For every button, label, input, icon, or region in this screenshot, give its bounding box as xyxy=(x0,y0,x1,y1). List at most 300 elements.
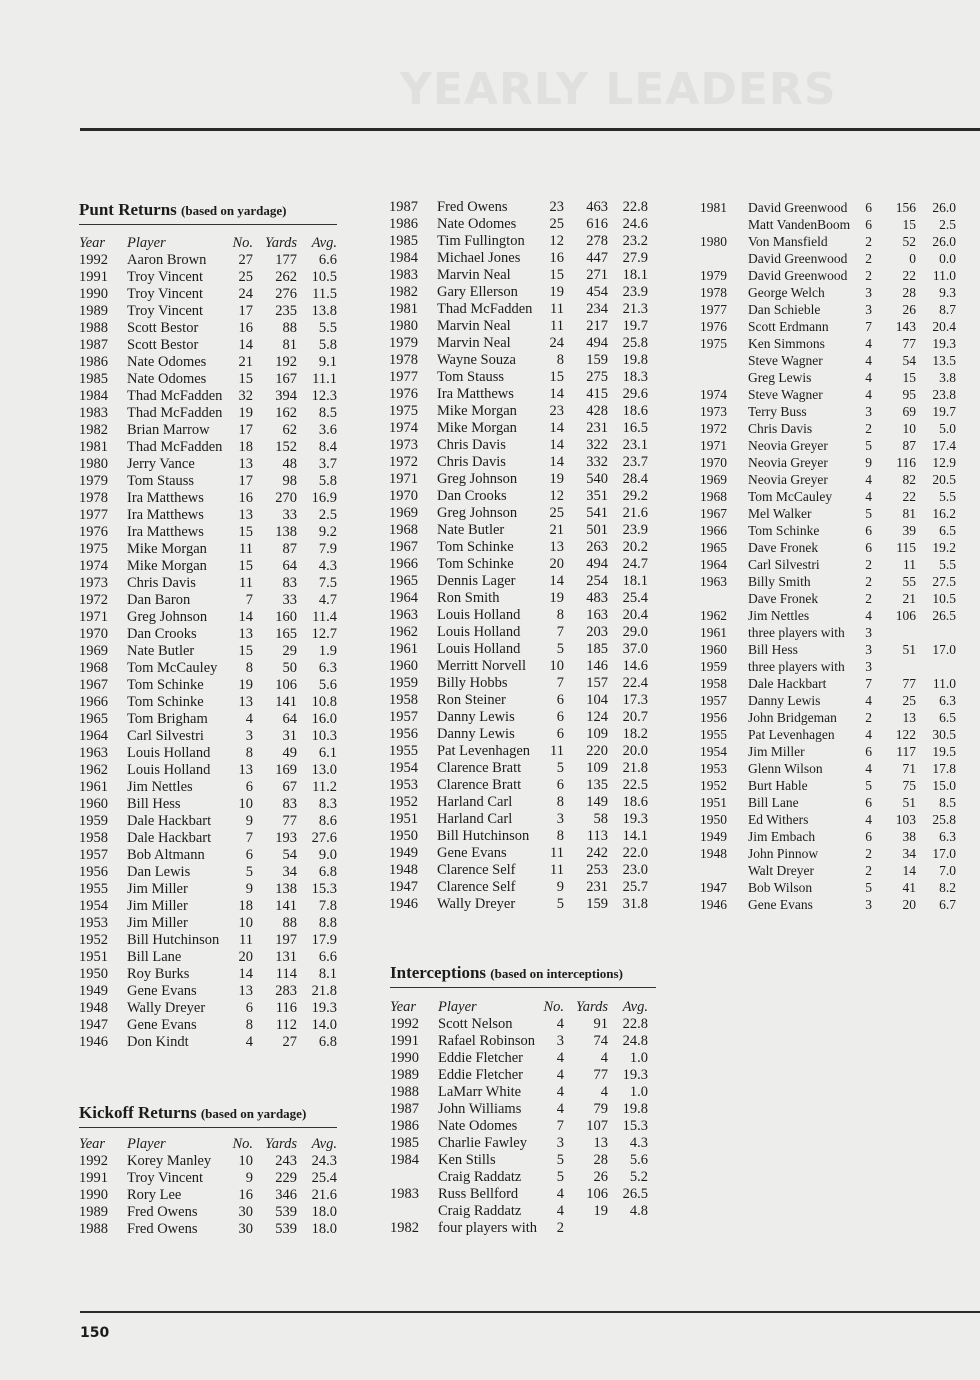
cell-player: Korey Manley xyxy=(127,1153,212,1169)
cell-player: Ed Withers xyxy=(748,812,809,827)
table-row xyxy=(700,777,956,794)
cell-no: 3 xyxy=(865,625,872,640)
cell-avg: 9.2 xyxy=(318,524,337,540)
cell-year: 1956 xyxy=(79,864,108,880)
table-row xyxy=(79,643,337,660)
cell-no: 25 xyxy=(238,269,253,285)
cell-player: John Pinnow xyxy=(748,846,819,861)
cell-year: 1980 xyxy=(79,456,108,472)
table-row xyxy=(389,284,648,301)
cell-no: 11 xyxy=(550,301,564,317)
cell-yards: 220 xyxy=(586,743,608,759)
cell-year: 1947 xyxy=(79,1017,108,1033)
cell-player: Mike Morgan xyxy=(437,420,517,436)
cell-player: John Bridgeman xyxy=(748,710,837,725)
cell-avg: 11.5 xyxy=(312,286,337,302)
cell-year: 1965 xyxy=(700,540,727,555)
cell-player: Fred Owens xyxy=(437,199,508,215)
cell-year: 1977 xyxy=(79,507,108,523)
cell-no: 6 xyxy=(865,540,872,555)
table-row xyxy=(389,777,648,794)
cell-year: 1946 xyxy=(79,1034,108,1050)
cell-no: 4 xyxy=(865,387,872,402)
cell-no: 6 xyxy=(865,217,872,232)
section-subtitle: (based on interceptions) xyxy=(490,966,623,981)
cell-avg: 9.1 xyxy=(318,354,337,370)
table-row xyxy=(79,966,337,983)
cell-year: 1988 xyxy=(79,320,108,336)
table-row xyxy=(389,692,648,709)
cell-player: Dan Crooks xyxy=(127,626,197,642)
cell-yards: 75 xyxy=(902,778,916,793)
cell-year: 1992 xyxy=(390,1016,419,1032)
cell-yards: 4 xyxy=(600,1084,608,1100)
cell-player: Louis Holland xyxy=(437,624,521,640)
cell-avg: 25.8 xyxy=(622,335,648,351)
cell-yards: 22 xyxy=(902,489,916,504)
cell-avg: 23.7 xyxy=(622,454,648,470)
cell-no: 24 xyxy=(238,286,253,302)
table-row xyxy=(79,422,337,439)
cell-yards: 106 xyxy=(275,677,297,693)
cell-player: Harland Carl xyxy=(437,794,513,810)
table-row xyxy=(79,847,337,864)
cell-player: Greg Johnson xyxy=(127,609,208,625)
cell-yards: 50 xyxy=(282,660,297,676)
table-row xyxy=(700,318,956,335)
cell-no: 13 xyxy=(238,983,253,999)
table-row xyxy=(700,352,956,369)
cell-yards: 197 xyxy=(275,932,297,948)
cell-yards: 81 xyxy=(282,337,297,353)
table-row xyxy=(700,590,956,607)
cell-no: 4 xyxy=(865,472,872,487)
table-row xyxy=(79,915,337,932)
cell-player: Craig Raddatz xyxy=(438,1169,522,1185)
section-subtitle: (based on yardage) xyxy=(181,203,287,218)
table-row xyxy=(389,420,648,437)
cell-yards: 106 xyxy=(586,1186,608,1202)
cell-year: 1951 xyxy=(79,949,108,965)
cell-yards: 494 xyxy=(586,335,608,351)
cell-no: 6 xyxy=(865,744,872,759)
cell-year: 1976 xyxy=(700,319,727,334)
cell-year: 1982 xyxy=(389,284,418,300)
cell-player: Fred Owens xyxy=(127,1204,198,1220)
cell-player: Marvin Neal xyxy=(437,267,511,283)
cell-no: 16 xyxy=(549,250,564,266)
cell-avg: 16.0 xyxy=(311,711,337,727)
cell-yards: 231 xyxy=(586,420,608,436)
cell-player: Louis Holland xyxy=(437,641,521,657)
cell-player: David Greenwood xyxy=(748,200,848,215)
cell-yards: 229 xyxy=(275,1170,297,1186)
cell-year: 1978 xyxy=(79,490,108,506)
cell-yards: 242 xyxy=(586,845,608,861)
cell-yards: 332 xyxy=(586,454,608,470)
cell-no: 5 xyxy=(865,778,872,793)
cell-yards: 13 xyxy=(902,710,916,725)
cell-player: Eddie Fletcher xyxy=(438,1050,523,1066)
cell-avg: 20.2 xyxy=(622,539,648,555)
cell-no: 2 xyxy=(865,710,872,725)
cell-player: Thad McFadden xyxy=(127,388,223,404)
cell-avg: 12.3 xyxy=(311,388,337,404)
cell-avg: 5.8 xyxy=(318,337,337,353)
cell-avg: 31.8 xyxy=(622,896,648,912)
cell-year: 1963 xyxy=(79,745,108,761)
cell-yards: 29 xyxy=(282,643,297,659)
cell-no: 6 xyxy=(556,709,564,725)
table-row xyxy=(389,573,648,590)
cell-yards: 275 xyxy=(586,369,608,385)
table-row xyxy=(700,488,956,505)
cell-yards: 83 xyxy=(282,575,297,591)
cell-avg: 26.0 xyxy=(932,234,956,249)
cell-yards: 10 xyxy=(902,421,916,436)
header-year: Year xyxy=(79,235,106,251)
cell-player: Nate Odomes xyxy=(437,216,517,232)
cell-year: 1964 xyxy=(79,728,108,744)
cell-year: 1953 xyxy=(389,777,418,793)
cell-avg: 23.0 xyxy=(622,862,648,878)
cell-player: Russ Bellford xyxy=(438,1186,519,1202)
cell-avg: 25.7 xyxy=(622,879,648,895)
table-row xyxy=(79,354,337,371)
cell-no: 11 xyxy=(550,845,564,861)
cell-player: Troy Vincent xyxy=(127,269,204,285)
table-row xyxy=(79,558,337,575)
cell-player: Clarence Self xyxy=(437,862,516,878)
cell-yards: 116 xyxy=(275,1000,297,1016)
cell-year: 1956 xyxy=(389,726,418,742)
cell-yards: 11 xyxy=(903,557,916,572)
kickoff-returns-continued xyxy=(389,199,648,913)
cell-yards: 192 xyxy=(275,354,297,370)
cell-avg: 17.3 xyxy=(622,692,648,708)
table-row xyxy=(700,879,956,896)
cell-player: Dale Hackbart xyxy=(748,676,827,691)
cell-avg: 11.0 xyxy=(932,676,956,691)
table-row xyxy=(700,641,956,658)
cell-no: 21 xyxy=(549,522,564,538)
section-title-text: Interceptions xyxy=(390,963,487,982)
cell-player: Nate Odomes xyxy=(127,354,207,370)
cell-yards: 135 xyxy=(586,777,608,793)
cell-year: 1968 xyxy=(79,660,108,676)
cell-yards: 159 xyxy=(586,352,608,368)
cell-no: 2 xyxy=(865,251,872,266)
cell-no: 2 xyxy=(556,1220,564,1236)
table-row xyxy=(389,335,648,352)
cell-player: Rory Lee xyxy=(127,1187,182,1203)
cell-year: 1978 xyxy=(389,352,418,368)
cell-avg: 8.3 xyxy=(318,796,337,812)
cell-avg: 23.1 xyxy=(622,437,648,453)
cell-avg: 18.3 xyxy=(622,369,648,385)
cell-avg: 16.2 xyxy=(932,506,956,521)
cell-no: 18 xyxy=(238,439,253,455)
table-row xyxy=(79,303,337,320)
cell-player: Jim Miller xyxy=(127,915,188,931)
cell-avg: 5.2 xyxy=(629,1169,648,1185)
cell-no: 15 xyxy=(238,371,253,387)
table-row xyxy=(79,490,337,507)
cell-avg: 15.0 xyxy=(932,778,956,793)
cell-year: 1957 xyxy=(79,847,108,863)
cell-player: Ira Matthews xyxy=(127,490,204,506)
cell-no: 20 xyxy=(549,556,564,572)
cell-year: 1991 xyxy=(79,269,108,285)
cell-year: 1957 xyxy=(700,693,727,708)
cell-year: 1969 xyxy=(79,643,108,659)
cell-player: Aaron Brown xyxy=(127,252,207,268)
cell-year: 1962 xyxy=(700,608,727,623)
table-row xyxy=(389,590,648,607)
table-row xyxy=(390,1067,648,1084)
cell-year: 1983 xyxy=(79,405,108,421)
table-header xyxy=(79,235,337,252)
table-row xyxy=(390,1084,648,1101)
cell-player: David Greenwood xyxy=(748,251,848,266)
cell-yards: 21 xyxy=(902,591,916,606)
cell-yards: 203 xyxy=(586,624,608,640)
cell-yards: 4 xyxy=(600,1050,608,1066)
cell-avg: 4.3 xyxy=(318,558,337,574)
cell-no: 12 xyxy=(549,488,564,504)
cell-year: 1975 xyxy=(389,403,418,419)
cell-yards: 276 xyxy=(275,286,297,302)
cell-yards: 253 xyxy=(586,862,608,878)
cell-yards: 122 xyxy=(895,727,916,742)
cell-player: Steve Wagner xyxy=(748,387,823,402)
cell-year: 1974 xyxy=(389,420,418,436)
cell-year: 1949 xyxy=(79,983,108,999)
cell-yards: 49 xyxy=(282,745,297,761)
cell-yards: 177 xyxy=(275,252,297,268)
table-row xyxy=(700,658,956,675)
cell-no: 5 xyxy=(556,1152,564,1168)
cell-no: 11 xyxy=(550,743,564,759)
cell-avg: 19.3 xyxy=(932,336,956,351)
table-row xyxy=(79,830,337,847)
table-row xyxy=(79,1187,337,1204)
cell-no: 23 xyxy=(549,199,564,215)
cell-player: Burt Hable xyxy=(748,778,808,793)
cell-yards: 346 xyxy=(275,1187,297,1203)
cell-yards: 14 xyxy=(902,863,916,878)
cell-player: Walt Dreyer xyxy=(748,863,815,878)
cell-no: 20 xyxy=(238,949,253,965)
table-row xyxy=(389,386,648,403)
header-player: Player xyxy=(127,235,166,251)
cell-no: 10 xyxy=(549,658,564,674)
table-row xyxy=(79,592,337,609)
cell-year: 1986 xyxy=(79,354,108,370)
table-row xyxy=(79,745,337,762)
cell-no: 14 xyxy=(549,420,564,436)
cell-no: 8 xyxy=(245,1017,253,1033)
table-row xyxy=(79,1204,337,1221)
cell-player: Bill Lane xyxy=(748,795,799,810)
table-row xyxy=(389,369,648,386)
table-row xyxy=(79,1153,337,1170)
cell-no: 25 xyxy=(549,216,564,232)
table-row xyxy=(389,471,648,488)
cell-player: Billy Smith xyxy=(748,574,811,589)
table-row xyxy=(389,726,648,743)
cell-year: 1961 xyxy=(389,641,418,657)
cell-year: 1955 xyxy=(389,743,418,759)
cell-yards: 262 xyxy=(275,269,297,285)
table-row xyxy=(389,488,648,505)
cell-yards: 278 xyxy=(586,233,608,249)
cell-avg: 8.1 xyxy=(318,966,337,982)
cell-no: 30 xyxy=(238,1221,253,1237)
cell-player: Marvin Neal xyxy=(437,318,511,334)
table-row xyxy=(79,626,337,643)
cell-avg: 18.2 xyxy=(622,726,648,742)
cell-player: Mike Morgan xyxy=(437,403,517,419)
cell-avg: 26.0 xyxy=(932,200,956,215)
cell-avg: 6.3 xyxy=(939,829,956,844)
cell-year: 1970 xyxy=(700,455,727,470)
cell-no: 5 xyxy=(556,760,564,776)
cell-year: 1974 xyxy=(79,558,108,574)
cell-avg: 18.1 xyxy=(622,573,648,589)
cell-no: 17 xyxy=(238,422,253,438)
cell-no: 2 xyxy=(865,863,872,878)
cell-year: 1974 xyxy=(700,387,727,402)
cell-player: Louis Holland xyxy=(127,745,211,761)
table-row xyxy=(700,743,956,760)
cell-no: 3 xyxy=(865,642,872,657)
cell-player: Gene Evans xyxy=(127,983,197,999)
cell-yards: 28 xyxy=(902,285,916,300)
table-row xyxy=(700,607,956,624)
table-row xyxy=(79,456,337,473)
cell-avg: 18.6 xyxy=(622,794,648,810)
cell-yards: 270 xyxy=(275,490,297,506)
table-row xyxy=(79,711,337,728)
cell-player: Tim Fullington xyxy=(437,233,525,249)
cell-year: 1964 xyxy=(389,590,418,606)
cell-year: 1985 xyxy=(389,233,418,249)
cell-player: Dale Hackbart xyxy=(127,813,212,829)
cell-avg: 18.6 xyxy=(622,403,648,419)
cell-no: 6 xyxy=(556,777,564,793)
kickoff-returns-continued-table xyxy=(389,199,648,913)
cell-yards: 71 xyxy=(902,761,916,776)
cell-year: 1981 xyxy=(389,301,418,317)
cell-avg: 17.0 xyxy=(932,846,956,861)
cell-yards: 41 xyxy=(902,880,916,895)
cell-year: 1950 xyxy=(389,828,418,844)
cell-avg: 20.7 xyxy=(622,709,648,725)
table-row xyxy=(79,269,337,286)
table-row xyxy=(79,473,337,490)
cell-year: 1992 xyxy=(79,1153,108,1169)
cell-no: 9 xyxy=(556,879,564,895)
cell-no: 5 xyxy=(865,880,872,895)
table-row xyxy=(79,728,337,745)
bottom-rule xyxy=(80,1311,980,1313)
table-row xyxy=(700,301,956,318)
cell-avg: 17.9 xyxy=(311,932,337,948)
table-row xyxy=(389,437,648,454)
cell-yards: 103 xyxy=(895,812,916,827)
cell-no: 4 xyxy=(556,1016,564,1032)
cell-player: Eddie Fletcher xyxy=(438,1067,523,1083)
table-row xyxy=(389,743,648,760)
cell-yards: 104 xyxy=(586,692,608,708)
table-row xyxy=(700,760,956,777)
cell-player: Bob Altmann xyxy=(127,847,205,863)
cell-avg: 13.8 xyxy=(311,303,337,319)
cell-yards: 15 xyxy=(902,217,916,232)
cell-player: Neovia Greyer xyxy=(748,455,828,470)
cell-avg: 20.4 xyxy=(932,319,956,334)
table-row xyxy=(390,1203,648,1220)
cell-player: Jim Embach xyxy=(748,829,816,844)
cell-player: Glenn Wilson xyxy=(748,761,823,776)
cell-player: Greg Johnson xyxy=(437,471,518,487)
cell-avg: 24.7 xyxy=(622,556,648,572)
cell-avg: 8.7 xyxy=(939,302,956,317)
cell-avg: 25.4 xyxy=(622,590,648,606)
cell-avg: 21.8 xyxy=(622,760,648,776)
cell-player: Ken Stills xyxy=(438,1152,496,1168)
cell-yards: 77 xyxy=(282,813,297,829)
cell-yards: 13 xyxy=(593,1135,608,1151)
cell-no: 15 xyxy=(549,267,564,283)
cell-avg: 12.9 xyxy=(932,455,956,470)
cell-yards: 501 xyxy=(586,522,608,538)
cell-player: Dan Baron xyxy=(127,592,191,608)
table-row xyxy=(79,864,337,881)
table-row xyxy=(389,318,648,335)
cell-yards: 271 xyxy=(586,267,608,283)
table-row xyxy=(79,796,337,813)
cell-player: three players with xyxy=(748,659,845,674)
cell-year: 1972 xyxy=(700,421,727,436)
table-row xyxy=(389,658,648,675)
section-title xyxy=(79,200,337,225)
cell-avg: 19.7 xyxy=(932,404,956,419)
table-row xyxy=(389,250,648,267)
cell-player: Pat Levenhagen xyxy=(437,743,531,759)
cell-yards: 77 xyxy=(902,676,916,691)
cell-year: 1966 xyxy=(389,556,418,572)
cell-yards: 117 xyxy=(896,744,916,759)
cell-no: 3 xyxy=(865,285,872,300)
cell-year: 1970 xyxy=(79,626,108,642)
header-yards: Yards xyxy=(265,1136,297,1152)
cell-no: 4 xyxy=(865,489,872,504)
cell-yards: 235 xyxy=(275,303,297,319)
cell-no: 4 xyxy=(556,1101,564,1117)
cell-avg: 0.0 xyxy=(939,251,956,266)
cell-player: Gene Evans xyxy=(748,897,813,912)
cell-yards: 156 xyxy=(895,200,916,215)
cell-avg: 5.5 xyxy=(318,320,337,336)
cell-avg: 5.0 xyxy=(939,421,956,436)
cell-avg: 9.0 xyxy=(318,847,337,863)
cell-yards: 283 xyxy=(275,983,297,999)
cell-avg: 25.4 xyxy=(311,1170,337,1186)
cell-yards: 48 xyxy=(282,456,297,472)
cell-yards: 146 xyxy=(586,658,608,674)
